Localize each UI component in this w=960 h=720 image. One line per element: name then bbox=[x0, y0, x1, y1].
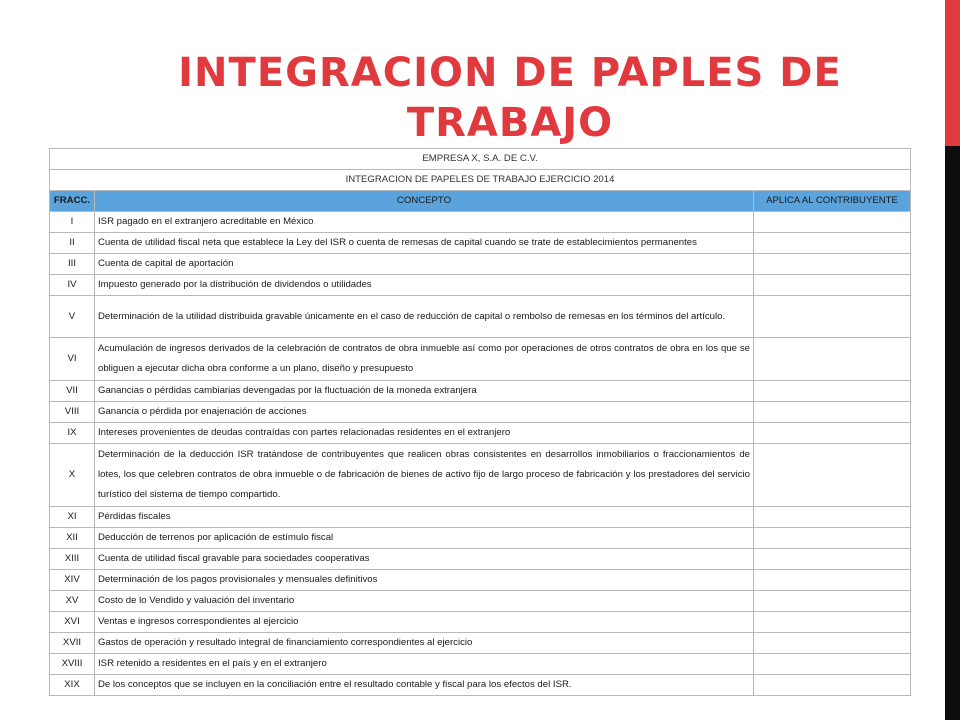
aplica-cell[interactable] bbox=[754, 444, 911, 507]
column-header-row bbox=[50, 191, 911, 212]
table-row bbox=[50, 296, 911, 338]
concepto-cell: Determinación de la utilidad distribuida gravable únicamente en el caso de reducción de capital o rembolso de remesas en los términos del artículo. bbox=[95, 296, 754, 338]
concepto-cell: Determinación de los pagos provisionales y mensuales definitivos bbox=[95, 570, 754, 591]
column-header-concepto: CONCEPTO bbox=[95, 191, 754, 212]
fracc-cell: VII bbox=[50, 381, 95, 402]
papers-table bbox=[49, 148, 911, 696]
concepto-cell: Impuesto generado por la distribución de dividendos o utilidades bbox=[95, 275, 754, 296]
aplica-cell[interactable] bbox=[754, 549, 911, 570]
fracc-cell: XVIII bbox=[50, 654, 95, 675]
slide-title: INTEGRACION DE PAPLES DE TRABAJO bbox=[178, 50, 842, 146]
concepto-cell: Gastos de operación y resultado integral de financiamiento correspondientes al ejercicio bbox=[95, 633, 754, 654]
concepto-cell: ISR retenido a residentes en el país y en el extranjero bbox=[95, 654, 754, 675]
aplica-cell[interactable] bbox=[754, 402, 911, 423]
worksheet bbox=[49, 148, 910, 696]
table-row bbox=[50, 675, 911, 696]
fracc-cell: IV bbox=[50, 275, 95, 296]
table-row bbox=[50, 570, 911, 591]
column-header-fracc: FRACC. bbox=[50, 191, 95, 212]
table-row bbox=[50, 591, 911, 612]
sidebar-accent-black bbox=[945, 146, 960, 720]
table-row bbox=[50, 612, 911, 633]
fracc-cell: XV bbox=[50, 591, 95, 612]
table-row bbox=[50, 212, 911, 233]
sidebar-accent-red bbox=[945, 0, 960, 146]
table-row bbox=[50, 654, 911, 675]
fracc-cell: XIX bbox=[50, 675, 95, 696]
table-row bbox=[50, 507, 911, 528]
concepto-cell: Determinación de la deducción ISR tratándose de contribuyentes que realicen obras consistentes en desarrollos inmobiliarios o fraccionamientos de lotes, los que celebren contratos de obra inmueble o de fabricación de bienes de activo fijo de largo proceso de fabricación y los prestadores del servicio turístico del sistema de tiempo compartido. bbox=[95, 444, 754, 507]
fracc-cell: XVII bbox=[50, 633, 95, 654]
concepto-cell: De los conceptos que se incluyen en la conciliación entre el resultado contable y fiscal para los efectos del ISR. bbox=[95, 675, 754, 696]
table-row bbox=[50, 423, 911, 444]
concepto-cell: Ganancias o pérdidas cambiarias devengadas por la fluctuación de la moneda extranjera bbox=[95, 381, 754, 402]
concepto-cell: Costo de lo Vendido y valuación del inventario bbox=[95, 591, 754, 612]
aplica-cell[interactable] bbox=[754, 507, 911, 528]
concepto-cell: Deducción de terrenos por aplicación de estímulo fiscal bbox=[95, 528, 754, 549]
aplica-cell[interactable] bbox=[754, 254, 911, 275]
fracc-cell: XVI bbox=[50, 612, 95, 633]
aplica-cell[interactable] bbox=[754, 275, 911, 296]
aplica-cell[interactable] bbox=[754, 654, 911, 675]
fracc-cell: XIII bbox=[50, 549, 95, 570]
table-row bbox=[50, 338, 911, 381]
column-header-aplica: APLICA AL CONTRIBUYENTE bbox=[754, 191, 911, 212]
aplica-cell[interactable] bbox=[754, 612, 911, 633]
table-row bbox=[50, 275, 911, 296]
concepto-cell: Pérdidas fiscales bbox=[95, 507, 754, 528]
table-row bbox=[50, 528, 911, 549]
concepto-cell: Cuenta de utilidad fiscal neta que establece la Ley del ISR o cuenta de remesas de capital cuando se trate de establecimientos permanentes bbox=[95, 233, 754, 254]
table-row bbox=[50, 254, 911, 275]
table-body bbox=[50, 212, 911, 696]
fracc-cell: VIII bbox=[50, 402, 95, 423]
concepto-cell: Ventas e ingresos correspondientes al ejercicio bbox=[95, 612, 754, 633]
concepto-cell: ISR pagado en el extranjero acreditable en México bbox=[95, 212, 754, 233]
aplica-cell[interactable] bbox=[754, 591, 911, 612]
fracc-cell: V bbox=[50, 296, 95, 338]
concepto-cell: Intereses provenientes de deudas contraídas con partes relacionadas residentes en el extranjero bbox=[95, 423, 754, 444]
fracc-cell: XII bbox=[50, 528, 95, 549]
table-row bbox=[50, 402, 911, 423]
concepto-cell: Cuenta de utilidad fiscal gravable para sociedades cooperativas bbox=[95, 549, 754, 570]
fracc-cell: XI bbox=[50, 507, 95, 528]
table-row bbox=[50, 233, 911, 254]
subtitle-row bbox=[50, 170, 911, 191]
concepto-cell: Cuenta de capital de aportación bbox=[95, 254, 754, 275]
fracc-cell: I bbox=[50, 212, 95, 233]
concepto-cell: Acumulación de ingresos derivados de la celebración de contratos de obra inmueble así como por operaciones de otros contratos de obra en los que se obliguen a ejecutar dicha obra conforme a un plano, diseño y presupuesto bbox=[95, 338, 754, 381]
fracc-cell: II bbox=[50, 233, 95, 254]
aplica-cell[interactable] bbox=[754, 338, 911, 381]
table-row bbox=[50, 381, 911, 402]
company-name: EMPRESA X, S.A. DE C.V. bbox=[50, 149, 911, 170]
aplica-cell[interactable] bbox=[754, 233, 911, 254]
fracc-cell: IX bbox=[50, 423, 95, 444]
table-row bbox=[50, 444, 911, 507]
aplica-cell[interactable] bbox=[754, 633, 911, 654]
fracc-cell: X bbox=[50, 444, 95, 507]
table-row bbox=[50, 549, 911, 570]
aplica-cell[interactable] bbox=[754, 423, 911, 444]
aplica-cell[interactable] bbox=[754, 212, 911, 233]
aplica-cell[interactable] bbox=[754, 296, 911, 338]
aplica-cell[interactable] bbox=[754, 381, 911, 402]
fracc-cell: III bbox=[50, 254, 95, 275]
aplica-cell[interactable] bbox=[754, 528, 911, 549]
fracc-cell: XIV bbox=[50, 570, 95, 591]
concepto-cell: Ganancia o pérdida por enajenación de acciones bbox=[95, 402, 754, 423]
company-row bbox=[50, 149, 911, 170]
table-subtitle: INTEGRACION DE PAPELES DE TRABAJO EJERCICIO 2014 bbox=[50, 170, 911, 191]
fracc-cell: VI bbox=[50, 338, 95, 381]
aplica-cell[interactable] bbox=[754, 675, 911, 696]
aplica-cell[interactable] bbox=[754, 570, 911, 591]
table-row bbox=[50, 633, 911, 654]
